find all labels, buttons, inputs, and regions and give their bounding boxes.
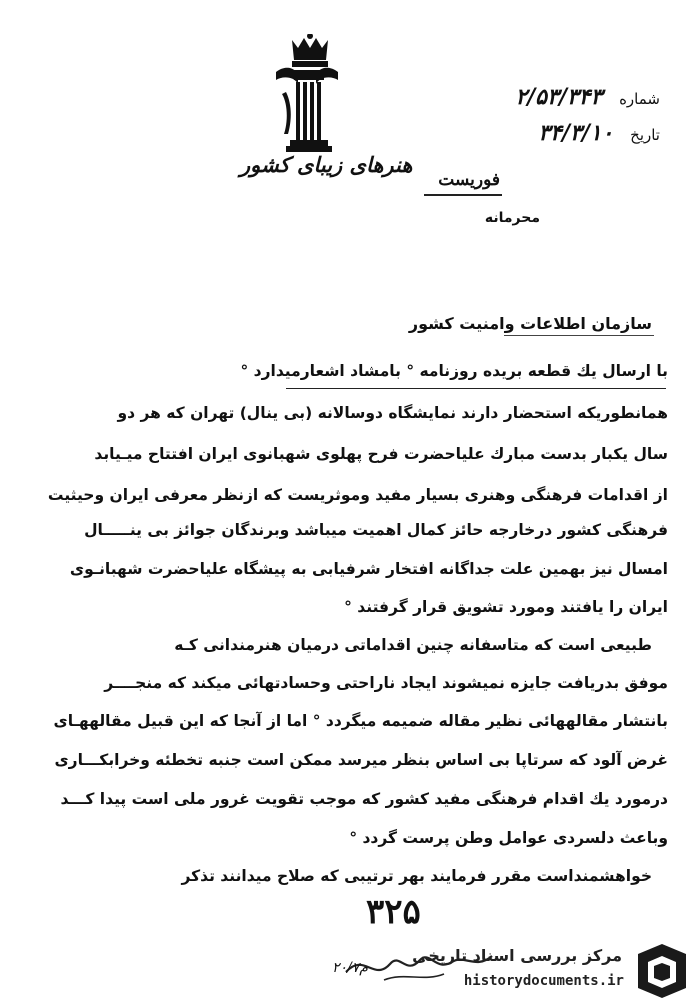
number-label: شماره <box>619 90 660 108</box>
handwritten-number: ۳۲۵ <box>366 892 421 932</box>
organization-name: هنرهای زیبای کشور <box>240 152 413 177</box>
body-line: درمورد یك اقدام فرهنگی مفید کشور که موجب تقویت غرور ملی است پیدا کـــد <box>60 790 668 808</box>
body-line: از اقدامات فرهنگی وهنری بسیار مفید وموثریست که ازنظر معرفی ایران وحیثیت <box>47 486 668 504</box>
urgency-underline <box>424 194 502 196</box>
body-line: امسال نیز بهمین علت جداگانه افتخار شرفیابی به پیشگاه علیاحضرت شهبانـوی <box>69 560 668 578</box>
urgency-stamp: فوریست <box>438 170 500 190</box>
body-line: موفق بدریافت جایزه نمیشوند ایجاد ناراحتی وحسادتهائی میکند که منجــــر <box>104 674 668 692</box>
body-line: با ارسال یك قطعه بریده روزنامه ° بامشاد اشعارمیدارد ° <box>240 362 668 380</box>
body-line: سال یکبار بدست مبارك علیاحضرت فرح پهلوی شهبانوی ایران افتتاح میـیابد <box>94 445 668 463</box>
date-label: تاریخ <box>630 126 660 144</box>
number-value: ۲/۵۳/۳۴۳ <box>515 84 603 110</box>
letter-number-row <box>515 84 660 110</box>
intro-underline <box>286 388 666 389</box>
letter-date-row <box>538 120 660 146</box>
addressee: سازمان اطلاعات وامنیت کشور <box>408 314 652 333</box>
addressee-underline <box>504 335 654 336</box>
body-line: بانتشار مقالههائی نظیر مقاله ضمیمه میگردد ° اما از آنجا که این قبیل مقالههـای <box>53 712 668 730</box>
body-line: همانطوریکه استحضار دارند نمایشگاه دوسالانه (بی ینال) تهران که هر دو <box>117 404 668 422</box>
date-value: ۳۴/۳/۱۰ <box>538 120 614 146</box>
body-line: طبیعی است که متاسفانه چنین اقداماتی درمیان هنرمندانی کـه <box>174 636 652 654</box>
watermark-url: historydocuments.ir <box>463 973 624 989</box>
handwritten-note: م۲۰/۷ <box>332 960 368 976</box>
archive-logo-icon <box>632 940 692 1002</box>
crown-emblem-icon <box>268 34 346 152</box>
body-line: غرض آلود که سرتاپا بی اساس بنظر میرسد ممکن است جنبه تخطئه وخرابکـــاری <box>54 751 668 769</box>
body-line: فرهنگی کشور درخارجه حائز کمال اهمیت میباشد وبرندگان جوائز بی ینـــــال <box>84 521 668 539</box>
classification-stamp: محرمانه <box>484 210 540 226</box>
watermark-name: مرکز بررسی اسناد تاریخی <box>412 946 622 965</box>
body-line: خواهشمنداست مقرر فرمایند بهر ترتیبی که صلاح میدانند تذکر <box>181 867 652 885</box>
body-line: وباعث دلسردی عوامل وطن پرست گردد ° <box>349 829 668 847</box>
body-line: ایران را یافتند ومورد تشویق قرار گرفتند ° <box>344 598 668 616</box>
